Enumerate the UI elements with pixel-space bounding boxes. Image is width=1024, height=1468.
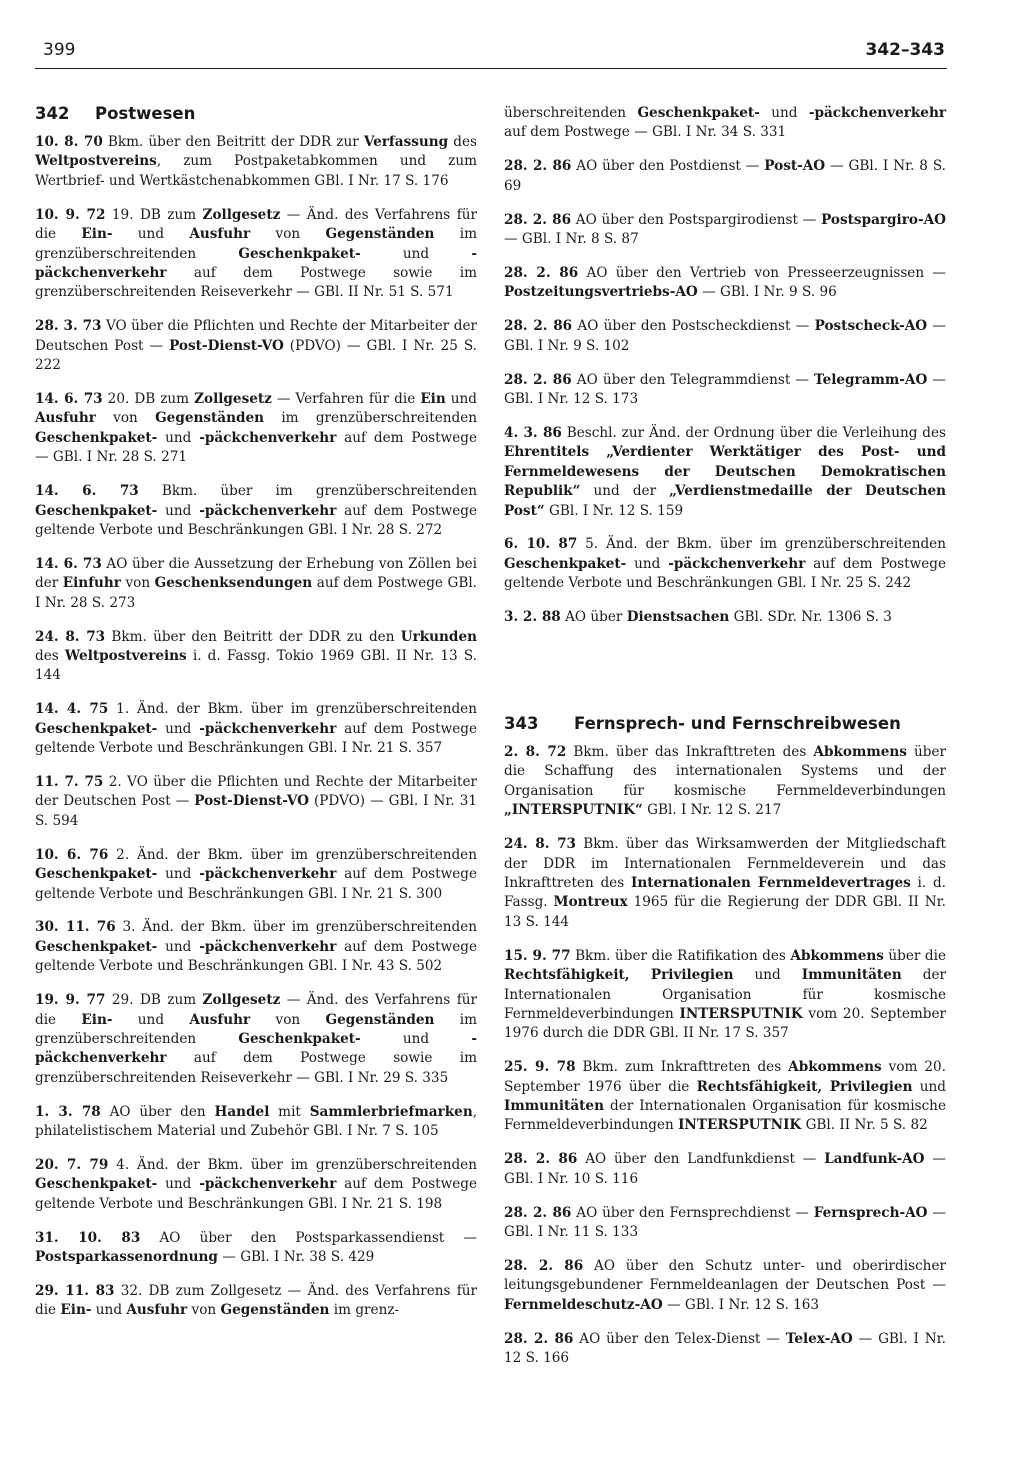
legal-entry: 6. 10. 87 5. Änd. der Bkm. über im grenzüberschreitenden Geschenkpaket- und -päckchenverkehr auf dem Postwege geltende Verbote und Beschränkungen GBl. I Nr. 25 S. 242 (504, 536, 946, 592)
entry-date: 24. 8. 73 (35, 628, 106, 645)
bold-keyword: Post-Dienst-VO (169, 337, 284, 354)
legal-entry: 3. 2. 88 AO über Dienstsachen GBl. SDr. Nr. 1306 S. 3 (504, 609, 892, 626)
entry-date: 31. 10. 83 (35, 1229, 141, 1246)
bold-keyword: Gegenständen (325, 1011, 435, 1028)
bold-keyword: Geschenkpaket- (35, 938, 158, 955)
section-spacer (504, 642, 946, 714)
bold-keyword: Geschenkpaket- (35, 1176, 158, 1193)
bold-keyword: Montreux (553, 894, 628, 911)
bold-keyword: -päckchenverkehr (808, 105, 946, 121)
entry-date: 28. 2. 86 (504, 264, 579, 281)
bold-keyword: Telex-AO (785, 1330, 853, 1347)
legal-entry: 14. 6. 73 Bkm. über im grenzüberschreitenden Geschenkpaket- und -päckchenverkehr auf dem Postwege geltende Verbote und Beschränkungen GBl. I Nr. 28 S. 272 (35, 483, 477, 538)
page-number: 399 (43, 40, 76, 60)
bold-keyword: Abkommens (790, 947, 884, 964)
bold-keyword: Ausfuhr (126, 1302, 188, 1319)
bold-keyword: Ein (420, 390, 446, 407)
bold-keyword: Fernsprech-AO (813, 1204, 928, 1221)
legal-entry: 14. 6. 73 AO über die Aussetzung der Erhebung von Zöllen bei der Einfuhr von Geschenksendungen auf dem Postwege GBl. I Nr. 28 S. 273 (35, 555, 477, 611)
entry-date: 3. 2. 88 (504, 609, 561, 626)
legal-entry: 20. 7. 79 4. Änd. der Bkm. über im grenzüberschreitenden Geschenkpaket- und -päckchenverkehr auf dem Postwege geltende Verbote und Beschränkungen GBl. I Nr. 21 S. 198 (35, 1156, 477, 1212)
bold-keyword: Dienstsachen (626, 609, 730, 626)
bold-keyword: Gegenständen (155, 410, 265, 427)
bold-keyword: Geschenkpaket- (238, 245, 361, 262)
bold-keyword: Weltpostvereins (35, 153, 157, 170)
bold-keyword: Zollgesetz (202, 206, 281, 223)
bold-keyword: Gegenständen (325, 226, 435, 243)
entry-date: 29. 11. 83 (35, 1283, 115, 1299)
bold-keyword: -päckchenverkehr (199, 1176, 337, 1193)
legal-entry: 28. 2. 86 AO über den Postdienst — Post-AO — GBl. I Nr. 8 S. 69 (504, 158, 946, 194)
entry-date: 28. 2. 86 (504, 1151, 578, 1168)
bold-keyword: -päckchenverkehr (199, 429, 337, 446)
bold-keyword: -päckchenverkehr (199, 866, 337, 883)
legal-entry: 30. 11. 76 3. Änd. der Bkm. über im grenzüberschreitenden Geschenkpaket- und -päckchenverkehr auf dem Postwege geltende Verbote und Beschränkungen GBl. I Nr. 43 S. 502 (35, 919, 477, 975)
legal-entry: 28. 2. 86 AO über den Landfunkdienst — Landfunk-AO — GBl. I Nr. 10 S. 116 (504, 1151, 946, 1187)
bold-keyword: Abkommens (813, 744, 907, 761)
legal-entry: 28. 2. 86 AO über den Vertrieb von Presseerzeugnissen — Postzeitungsvertriebs-AO — GBl. I Nr. 9 S. 96 (504, 264, 946, 301)
legal-entry: 14. 6. 73 20. DB zum Zollgesetz — Verfahren für die Ein und Ausfuhr von Gegenständen im grenzüberschreitenden Geschenkpaket- und -päckchenverkehr auf dem Postwege — GBl. I Nr. 28 S. 271 (35, 390, 477, 466)
bold-keyword: -päckchenverkehr (199, 502, 337, 519)
entry-date: 19. 9. 77 (35, 992, 106, 1009)
legal-entry: 28. 2. 86 AO über den Telex-Dienst — Telex-AO — GBl. I Nr. 12 S. 166 (504, 1330, 946, 1367)
legal-entry: 10. 8. 70 Bkm. über den Beitritt der DDR zur Verfassung des Weltpostvereins, zum Postpaketabkommen und zum Wertbrief- und Wertkästchenabkommen GBl. I Nr. 17 S. 176 (35, 134, 477, 189)
legal-entry: 19. 9. 77 29. DB zum Zollgesetz — Änd. des Verfahrens für die Ein- und Ausfuhr von Gegenständen im grenzüberschreitenden Geschenkpaket- und -päckchenverkehr auf dem Postwege sowie im grenzüberschreitenden Reiseverkehr — GBl. I Nr. 29 S. 335 (35, 992, 478, 1086)
section-number: 342 (35, 104, 70, 123)
entry-date: 14. 4. 75 (35, 701, 109, 718)
bold-keyword: Ausfuhr (189, 226, 251, 243)
left-column (35, 104, 477, 1335)
bold-keyword: Ein- (60, 1302, 92, 1319)
legal-entry: 28. 2. 86 AO über den Fernsprechdienst — Fernsprech-AO — GBl. I Nr. 11 S. 133 (504, 1204, 946, 1241)
bold-keyword: Postsparkassenordnung (35, 1249, 218, 1266)
bold-keyword: Sammlerbriefmarken (309, 1103, 473, 1120)
bold-keyword: Geschenkpaket- (35, 720, 158, 737)
legal-entry: 14. 4. 75 1. Änd. der Bkm. über im grenzüberschreitenden Geschenkpaket- und -päckchenverkehr auf dem Postwege geltende Verbote und Beschränkungen GBl. I Nr. 21 S. 357 (35, 701, 477, 757)
bold-keyword: Ehrentitels „Verdienter Werktätiger des Post- und Fernmeldewesens der Deutschen Demokratischen Republik“ (504, 444, 946, 500)
bold-keyword: Postspargiro-AO (821, 211, 946, 228)
entry-list (504, 157, 946, 627)
entry-date: 28. 2. 86 (504, 371, 572, 388)
bold-keyword: Geschenksendungen (154, 575, 313, 592)
legal-entry: 25. 9. 78 Bkm. zum Inkrafttreten des Abkommens vom 20. September 1976 über die Rechtsfähigkeit, Privilegien und Immunitäten der Internationalen Organisation für kosmische Fernmeldeverbindungen INTERSPUTNIK GBl. II Nr. 5 S. 82 (504, 1059, 946, 1134)
continuation-entry: überschreitenden Geschenkpaket- und -päckchenverkehr auf dem Postwege — GBl. I Nr. 34 S. 331 (504, 105, 946, 141)
entry-date: 11. 7. 75 (35, 773, 104, 790)
entry-date: 10. 9. 72 (35, 206, 106, 223)
entry-date: 10. 6. 76 (35, 846, 109, 863)
legal-entry: 28. 2. 86 AO über den Postscheckdienst — Postscheck-AO — GBl. I Nr. 9 S. 102 (504, 318, 946, 354)
bold-keyword: Post-Dienst-VO (194, 793, 309, 810)
bold-keyword: Einfuhr (62, 575, 121, 592)
bold-keyword: Zollgesetz (202, 992, 281, 1009)
legal-entry: 2. 8. 72 Bkm. über das Inkrafttreten des Abkommens über die Schaffung des internationalen Systems und der Organisation für kosmische Fernmeldeverbindungen „INTERSPUTNIK“ GBl. I Nr. 12 S. 217 (504, 744, 946, 819)
entry-date: 25. 9. 78 (504, 1059, 576, 1076)
bold-keyword: „INTERSPUTNIK“ (504, 802, 643, 819)
bold-keyword: INTERSPUTNIK (678, 1117, 802, 1134)
bold-keyword: Gegenständen (220, 1302, 330, 1319)
legal-entry: 10. 9. 72 19. DB zum Zollgesetz — Änd. des Verfahrens für die Ein- und Ausfuhr von Gegenständen im grenzüberschreitenden Geschenkpaket- und -päckchenverkehr auf dem Postwege sowie im grenzüberschreitenden Reiseverkehr — GBl. II Nr. 51 S. 571 (35, 206, 478, 301)
entry-date: 10. 8. 70 (35, 134, 103, 150)
entry-date: 28. 2. 86 (504, 211, 572, 228)
entry-date: 6. 10. 87 (504, 536, 578, 553)
entry-date: 28. 2. 86 (504, 318, 573, 335)
bold-keyword: INTERSPUTNIK (679, 1005, 803, 1022)
section-number: 343 (504, 714, 539, 734)
bold-keyword: Ausfuhr (35, 410, 96, 427)
bold-keyword: Post-AO (764, 158, 826, 175)
bold-keyword: Weltpostvereins (64, 647, 187, 664)
bold-keyword: -päckchenverkehr (199, 720, 337, 737)
legal-entry: 1. 3. 78 AO über den Handel mit Sammlerbriefmarken, philatelistischem Material und Zubehör GBl. I Nr. 7 S. 105 (35, 1103, 478, 1140)
bold-keyword: -päckchenverkehr (199, 938, 337, 955)
section-heading-342 (35, 104, 477, 123)
bold-keyword: Geschenkpaket- (504, 555, 627, 572)
entry-list (504, 743, 946, 1368)
bold-keyword: Handel (214, 1103, 270, 1120)
section-title: Fernsprech- und Fernschreibwesen (574, 714, 901, 734)
bold-keyword: Immunitäten (801, 967, 902, 984)
section-title: Postwesen (95, 104, 196, 123)
bold-keyword: -päckchenverkehr (35, 1030, 477, 1067)
entry-date: 14. 6. 73 (35, 390, 103, 407)
entry-date: 1. 3. 78 (35, 1103, 101, 1120)
entry-date: 14. 6. 73 (35, 555, 102, 572)
entry-date: 15. 9. 77 (504, 947, 571, 964)
bold-keyword: Ausfuhr (189, 1011, 251, 1028)
entry-date: 24. 8. 73 (504, 836, 576, 853)
legal-entry: 15. 9. 77 Bkm. über die Ratifikation des Abkommens über die Rechtsfähigkeit, Privilegien und Immunitäten der Internationalen Organisation für kosmische Fernmeldeverbindungen INTERSPUTNIK vom 20. September 1976 durch die DDR GBl. II Nr. 17 S. 357 (504, 947, 947, 1042)
bold-keyword: Geschenkpaket- (35, 866, 158, 883)
entry-list (35, 133, 477, 1321)
entry-date: 4. 3. 86 (504, 424, 562, 441)
entry-date: 2. 8. 72 (504, 744, 567, 761)
bold-keyword: „Verdienstmedaille der Deutschen Post“ (504, 483, 947, 519)
entry-date: 28. 3. 73 (35, 318, 102, 335)
bold-keyword: Geschenkpaket- (35, 502, 158, 519)
bold-keyword: -päckchenverkehr (35, 245, 477, 281)
bold-keyword: Fernmeldeschutz-AO (504, 1296, 663, 1313)
section-range: 342–343 (865, 40, 945, 60)
bold-keyword: Abkommens (788, 1059, 882, 1076)
bold-keyword: Rechtsfähigkeit, Privilegien (504, 967, 734, 984)
legal-entry: 28. 2. 86 AO über den Telegrammdienst — Telegramm-AO — GBl. I Nr. 12 S. 173 (504, 371, 946, 407)
bold-keyword: Telegramm-AO (814, 371, 928, 388)
entry-date: 20. 7. 79 (35, 1156, 109, 1173)
bold-keyword: Geschenkpaket- (238, 1030, 361, 1047)
bold-keyword: Ein- (81, 1011, 113, 1028)
right-column (504, 104, 946, 1383)
legal-entry: 4. 3. 86 Beschl. zur Änd. der Ordnung über die Verleihung des Ehrentitels „Verdienter Werktätiger des Post- und Fernmeldewesens der Deutschen Demokratischen Republik“ und der „Verdienstmedaille der Deutschen Post“ GBl. I Nr. 12 S. 159 (504, 424, 947, 519)
legal-entry: 28. 2. 86 AO über den Schutz unter- und oberirdischer leitungsgebundener Fernmeldeanlagen der Deutschen Post — Fernmeldeschutz-AO — GBl. I Nr. 12 S. 163 (504, 1257, 946, 1313)
legal-entry: 28. 3. 73 VO über die Pflichten und Rechte der Mitarbeiter der Deutschen Post — Post-Dienst-VO (PDVO) — GBl. I Nr. 25 S. 222 (35, 318, 477, 374)
bold-keyword: Ein- (81, 226, 113, 243)
bold-keyword: Landfunk-AO (824, 1151, 925, 1168)
bold-keyword: -päckchenverkehr (668, 555, 806, 572)
legal-entry: 24. 8. 73 Bkm. über den Beitritt der DDR zu den Urkunden des Weltpostvereins i. d. Fassg. Tokio 1969 GBl. II Nr. 13 S. 144 (35, 628, 477, 684)
legal-entry: 11. 7. 75 2. VO über die Pflichten und Rechte der Mitarbeiter der Deutschen Post — Post-Dienst-VO (PDVO) — GBl. I Nr. 31 S. 594 (35, 773, 477, 829)
bold-keyword: Internationalen Fernmeldevertrages (630, 874, 911, 891)
legal-entry: 24. 8. 73 Bkm. über das Wirksamwerden der Mitgliedschaft der DDR im Internationalen Fernmeldeverein und das Inkrafttreten des Internationalen Fernmeldevertrages i. d. Fassg. Montreux 1965 für die Regierung der DDR GBl. II Nr. 13 S. 144 (504, 836, 946, 930)
section-heading-343 (504, 714, 946, 733)
legal-entry: 28. 2. 86 AO über den Postspargirodienst — Postspargiro-AO — GBl. I Nr. 8 S. 87 (504, 211, 946, 248)
entry-date: 30. 11. 76 (35, 919, 116, 936)
entry-date: 14. 6. 73 (35, 483, 139, 500)
legal-entry: 29. 11. 83 32. DB zum Zollgesetz — Änd. des Verfahrens für die Ein- und Ausfuhr von Gegenständen im grenz- (35, 1283, 477, 1319)
bold-keyword: Rechtsfähigkeit, Privilegien (696, 1078, 913, 1095)
entry-date: 28. 2. 86 (504, 158, 572, 175)
bold-keyword: Postzeitungsvertriebs-AO (504, 284, 698, 301)
bold-keyword: Geschenkpaket- (637, 105, 760, 121)
page-header (35, 38, 947, 69)
entry-date: 28. 2. 86 (504, 1257, 584, 1274)
bold-keyword: Urkunden (400, 628, 477, 645)
entry-date: 28. 2. 86 (504, 1204, 572, 1221)
entry-date: 28. 2. 86 (504, 1330, 574, 1347)
legal-entry: 10. 6. 76 2. Änd. der Bkm. über im grenzüberschreitenden Geschenkpaket- und -päckchenverkehr auf dem Postwege geltende Verbote und Beschränkungen GBl. I Nr. 21 S. 300 (35, 846, 477, 902)
bold-keyword: Postscheck-AO (814, 318, 928, 335)
legal-entry: 31. 10. 83 AO über den Postsparkassendienst — Postsparkassenordnung — GBl. I Nr. 38 S. 429 (35, 1229, 478, 1266)
bold-keyword: Zollgesetz (194, 390, 272, 407)
bold-keyword: Immunitäten (504, 1098, 604, 1115)
bold-keyword: Geschenkpaket- (35, 429, 158, 446)
bold-keyword: Verfassung (363, 134, 449, 150)
